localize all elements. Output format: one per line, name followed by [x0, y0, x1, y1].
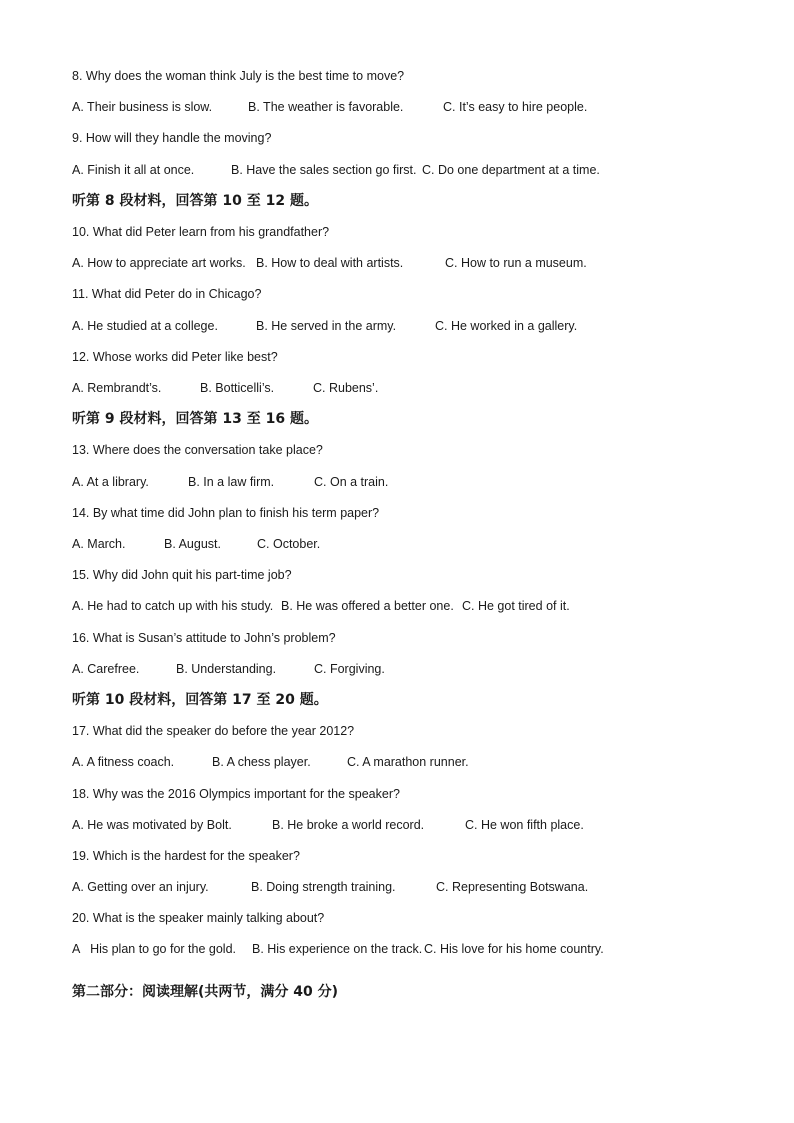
option-c: C. He got tired of it.: [462, 599, 570, 613]
options-15: [72, 598, 772, 614]
option-a: A. March.: [72, 537, 126, 551]
option-c: C. How to run a museum.: [445, 256, 587, 270]
question-18: 18. Why was the 2016 Olympics important for the speaker?: [72, 787, 400, 801]
question-15: 15. Why did John quit his part-time job?: [72, 568, 292, 582]
question-10: 10. What did Peter learn from his grandfather?: [72, 225, 330, 239]
question-9: 9. How will they handle the moving?: [72, 131, 272, 145]
option-c: C. A marathon runner.: [347, 755, 469, 769]
options-16: [72, 661, 772, 677]
option-a: A His plan to go for the gold.: [72, 942, 236, 956]
question-11: 11. What did Peter do in Chicago?: [72, 287, 262, 301]
option-a: A. Rembrandt’s.: [72, 381, 162, 395]
options-18: [72, 817, 772, 833]
option-b: B. He was offered a better one.: [281, 599, 454, 613]
option-a: A. A fitness coach.: [72, 755, 175, 769]
option-b: B. How to deal with artists.: [256, 256, 404, 270]
options-10: [72, 255, 772, 271]
option-a: A. He studied at a college.: [72, 319, 218, 333]
option-a: A. Carefree.: [72, 662, 140, 676]
option-c: C. He won fifth place.: [465, 818, 584, 832]
option-c: C. Do one department at a time.: [422, 163, 600, 177]
option-c: C. Forgiving.: [314, 662, 385, 676]
option-b: B. His experience on the track.: [252, 942, 423, 956]
option-c: C. Representing Botswana.: [436, 880, 589, 894]
option-b: B. He broke a world record.: [272, 818, 425, 832]
question-13: 13. Where does the conversation take place?: [72, 443, 323, 457]
option-a: A. How to appreciate art works.: [72, 256, 246, 270]
option-c: C. It’s easy to hire people.: [443, 100, 588, 114]
question-20: 20. What is the speaker mainly talking about?: [72, 911, 325, 925]
option-b: B. Have the sales section go first.: [231, 163, 417, 177]
option-b: B. He served in the army.: [256, 319, 397, 333]
option-a: A. At a library.: [72, 475, 149, 489]
section-heading-8: 听第 8 段材料，回答第 10 至 12 题。: [72, 193, 318, 209]
option-b: B. Understanding.: [176, 662, 277, 676]
options-20: [72, 941, 772, 957]
part-two-title: 第二部分：阅读理解(共两节，满分 40 分): [72, 984, 339, 1000]
options-8: [72, 99, 772, 115]
options-9: [72, 162, 772, 178]
option-a: A. Finish it all at once.: [72, 163, 195, 177]
option-a: A. Getting over an injury.: [72, 880, 209, 894]
options-17: [72, 754, 772, 770]
option-a: A. Their business is slow.: [72, 100, 213, 114]
option-c: C. His love for his home country.: [424, 942, 604, 956]
options-13: [72, 474, 772, 490]
option-b: B. Botticelli’s.: [200, 381, 275, 395]
question-19: 19. Which is the hardest for the speaker?: [72, 849, 300, 863]
question-8: 8. Why does the woman think July is the best time to move?: [72, 69, 405, 83]
option-a: A. He had to catch up with his study.: [72, 599, 274, 613]
option-c: C. He worked in a gallery.: [435, 319, 578, 333]
options-19: [72, 879, 772, 895]
option-c: C. October.: [257, 537, 321, 551]
question-12: 12. Whose works did Peter like best?: [72, 350, 278, 364]
options-11: [72, 318, 772, 334]
options-12: [72, 380, 772, 396]
options-14: [72, 536, 772, 552]
option-b: B. In a law firm.: [188, 475, 275, 489]
question-14: 14. By what time did John plan to finish his term paper?: [72, 506, 380, 520]
question-16: 16. What is Susan’s attitude to John’s problem?: [72, 631, 336, 645]
option-b: B. The weather is favorable.: [248, 100, 404, 114]
question-17: 17. What did the speaker do before the year 2012?: [72, 724, 355, 738]
option-b: B. August.: [164, 537, 221, 551]
section-heading-10: 听第 10 段材料，回答第 17 至 20 题。: [72, 692, 328, 708]
option-b: B. Doing strength training.: [251, 880, 396, 894]
option-a: A. He was motivated by Bolt.: [72, 818, 232, 832]
option-c: C. On a train.: [314, 475, 389, 489]
option-b: B. A chess player.: [212, 755, 311, 769]
section-heading-9: 听第 9 段材料，回答第 13 至 16 题。: [72, 411, 318, 427]
option-c: C. Rubens’.: [313, 381, 379, 395]
